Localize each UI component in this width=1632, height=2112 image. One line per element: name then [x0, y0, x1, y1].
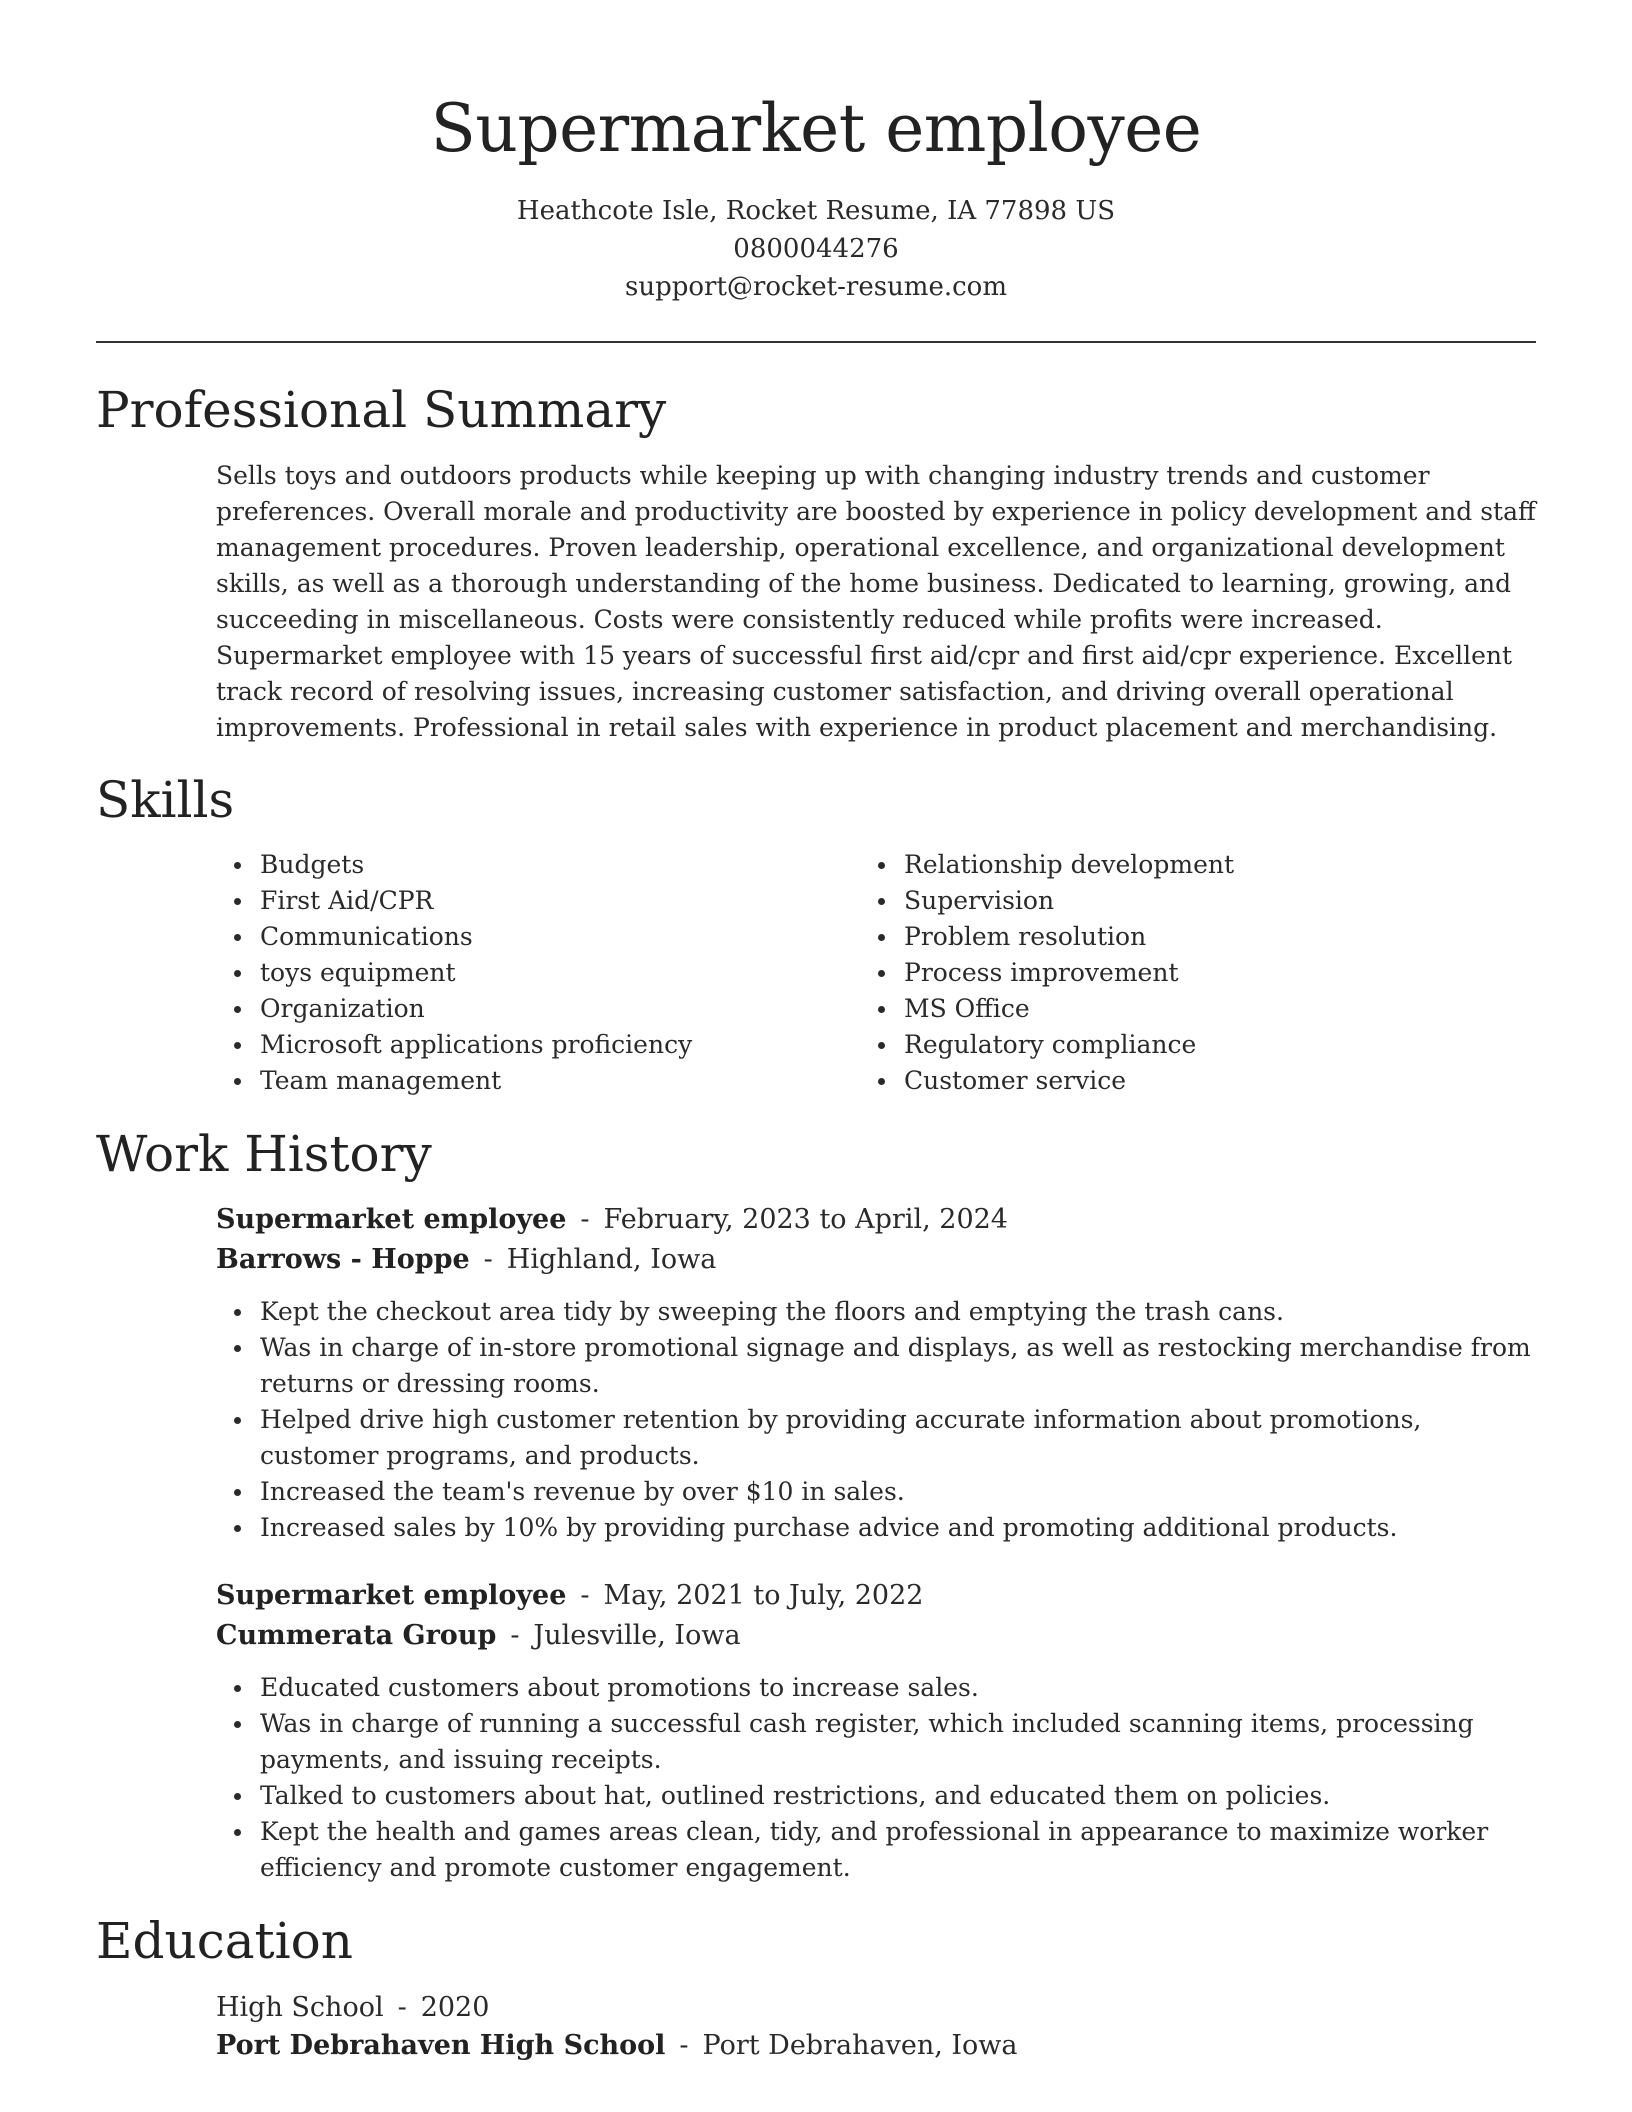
skill-item: Organization	[216, 991, 816, 1027]
job-bullet: Kept the checkout area tidy by sweeping the floors and emptying the trash cans.	[216, 1294, 1536, 1330]
education-location: Port Debrahaven, Iowa	[702, 2030, 1018, 2061]
job-role: Supermarket employee	[216, 1204, 567, 1235]
job-bullet: Kept the health and games areas clean, tidy, and professional in appearance to maximize worker efficiency and promote customer engagement.	[216, 1814, 1536, 1886]
separator: -	[580, 1204, 590, 1235]
skill-item: Microsoft applications proficiency	[216, 1027, 816, 1063]
education-school: Port Debrahaven High School	[216, 2030, 666, 2061]
education-degree: High School	[216, 1992, 384, 2023]
job-2-bullets	[216, 1670, 1536, 1886]
job-bullet: Helped drive high customer retention by providing accurate information about promotions, customer programs, and products.	[216, 1402, 1536, 1474]
job-dates: February, 2023 to April, 2024	[603, 1204, 1008, 1235]
job-2-title-line	[216, 1576, 923, 1616]
skill-item: Regulatory compliance	[860, 1027, 1500, 1063]
education-degree-line	[216, 1988, 489, 2028]
education-year: 2020	[420, 1992, 490, 2023]
job-1-bullets	[216, 1294, 1536, 1546]
job-role: Supermarket employee	[216, 1580, 567, 1611]
job-bullet: Was in charge of in-store promotional signage and displays, as well as restocking merchandise from returns or dressing rooms.	[216, 1330, 1536, 1402]
skills-list-right	[860, 847, 1500, 1099]
job-2-company-line	[216, 1616, 741, 1656]
separator: -	[510, 1620, 520, 1651]
job-1-company-line	[216, 1240, 716, 1280]
job-dates: May, 2021 to July, 2022	[603, 1580, 924, 1611]
skill-item: Customer service	[860, 1063, 1500, 1099]
skill-item: First Aid/CPR	[216, 883, 816, 919]
contact-address: Heathcote Isle, Rocket Resume, IA 77898 US	[516, 196, 1116, 226]
resume-header	[0, 0, 1632, 306]
candidate-name: Supermarket employee	[430, 90, 1202, 167]
job-location: Highland, Iowa	[506, 1244, 717, 1275]
skill-item: MS Office	[860, 991, 1500, 1027]
separator: -	[483, 1244, 493, 1275]
skill-item: Relationship development	[860, 847, 1500, 883]
job-bullet: Was in charge of running a successful cash register, which included scanning items, processing payments, and issuing receipts.	[216, 1706, 1536, 1778]
job-bullet: Increased the team's revenue by over $10 in sales.	[216, 1474, 1536, 1510]
skill-item: Communications	[216, 919, 816, 955]
skill-item: Supervision	[860, 883, 1500, 919]
job-company: Barrows - Hoppe	[216, 1244, 470, 1275]
skill-item: toys equipment	[216, 955, 816, 991]
skill-item: Process improvement	[860, 955, 1500, 991]
job-company: Cummerata Group	[216, 1620, 497, 1651]
skill-item: Team management	[216, 1063, 816, 1099]
skill-item: Budgets	[216, 847, 816, 883]
separator: -	[580, 1580, 590, 1611]
contact-phone: 0800044276	[733, 234, 899, 264]
job-bullet: Talked to customers about hat, outlined restrictions, and educated them on policies.	[216, 1778, 1536, 1814]
education-heading: Education	[96, 1912, 353, 1970]
skills-list-left	[216, 847, 816, 1099]
header-divider	[96, 341, 1536, 343]
work-heading: Work History	[96, 1125, 432, 1183]
separator: -	[679, 2030, 689, 2061]
education-school-line	[216, 2026, 1018, 2066]
job-1-title-line	[216, 1200, 1008, 1240]
job-bullet: Educated customers about promotions to increase sales.	[216, 1670, 1536, 1706]
separator: -	[397, 1992, 407, 2023]
summary-text: Sells toys and outdoors products while keeping up with changing industry trends and customer preferences. Overall morale and productivity are boosted by experience in policy development and staff management procedures. Proven leadership, operational excellence, and organizational development skills, as well as a thorough understanding of the home business. Dedicated to learning, growing, and succeeding in miscellaneous. Costs were consistently reduced while profits were increased. Supermarket employee with 15 years of successful first aid/cpr and first aid/cpr experience. Excellent track record of resolving issues, increasing customer satisfaction, and driving overall operational improvements. Professional in retail sales with experience in product placement and merchandising.	[216, 461, 1536, 742]
skills-heading: Skills	[96, 771, 235, 829]
skill-item: Problem resolution	[860, 919, 1500, 955]
job-location: Julesville, Iowa	[533, 1620, 741, 1651]
contact-email: support@rocket-resume.com	[624, 272, 1007, 302]
job-bullet: Increased sales by 10% by providing purchase advice and promoting additional products.	[216, 1510, 1536, 1546]
summary-heading: Professional Summary	[96, 381, 667, 439]
